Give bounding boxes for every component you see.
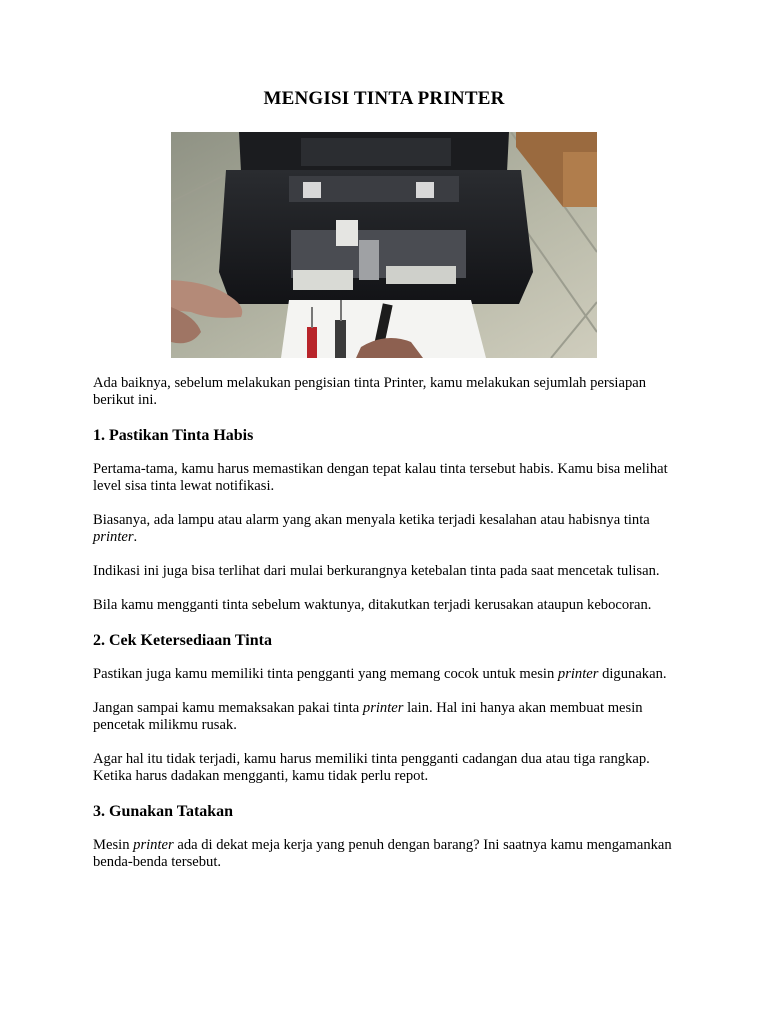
intro-paragraph: Ada baiknya, sebelum melakukan pengisian tinta Printer, kamu melakukan sejumlah persiapan berikut ini.	[93, 375, 647, 408]
section-1-paragraph-4: Bila kamu mengganti tinta sebelum waktunya, ditakutkan terjadi kerusakan ataupun kebocoran.	[93, 597, 652, 613]
section-1-paragraph-1: Pertama-tama, kamu harus memastikan dengan tepat kalau tinta tersebut habis. Kamu bisa melihat level sisa tinta lewat notifikasi.	[93, 461, 668, 494]
section-2-paragraph-2: Jangan sampai kamu memaksakan pakai tinta printer lain. Hal ini hanya akan membuat mesin pencetak milikmu rusak.	[93, 700, 643, 733]
article-body	[93, 375, 673, 871]
section-2-paragraph-1: Pastikan juga kamu memiliki tinta pengganti yang memang cocok untuk mesin printer digunakan.	[93, 666, 667, 682]
section-1-heading: 1. Pastikan Tinta Habis	[93, 427, 254, 444]
section-3-paragraph-1: Mesin printer ada di dekat meja kerja yang penuh dengan barang? Ini saatnya kamu mengamankan benda-benda tersebut.	[93, 837, 672, 870]
section-2-heading: 2. Cek Ketersediaan Tinta	[93, 632, 272, 649]
document-title: MENGISI TINTA PRINTER	[263, 88, 505, 109]
printer-ink-refill-photo	[171, 132, 597, 358]
section-1-paragraph-2: Biasanya, ada lampu atau alarm yang akan menyala ketika terjadi kesalahan atau habisnya tinta printer.	[93, 512, 650, 545]
section-3-heading: 3. Gunakan Tatakan	[93, 803, 234, 820]
section-1-paragraph-3: Indikasi ini juga bisa terlihat dari mulai berkurangnya ketebalan tinta pada saat mencetak tulisan.	[93, 563, 660, 579]
section-2-paragraph-3: Agar hal itu tidak terjadi, kamu harus memiliki tinta pengganti cadangan dua atau tiga rangkap. Ketika harus dadakan mengganti, kamu tidak perlu repot.	[93, 751, 650, 784]
